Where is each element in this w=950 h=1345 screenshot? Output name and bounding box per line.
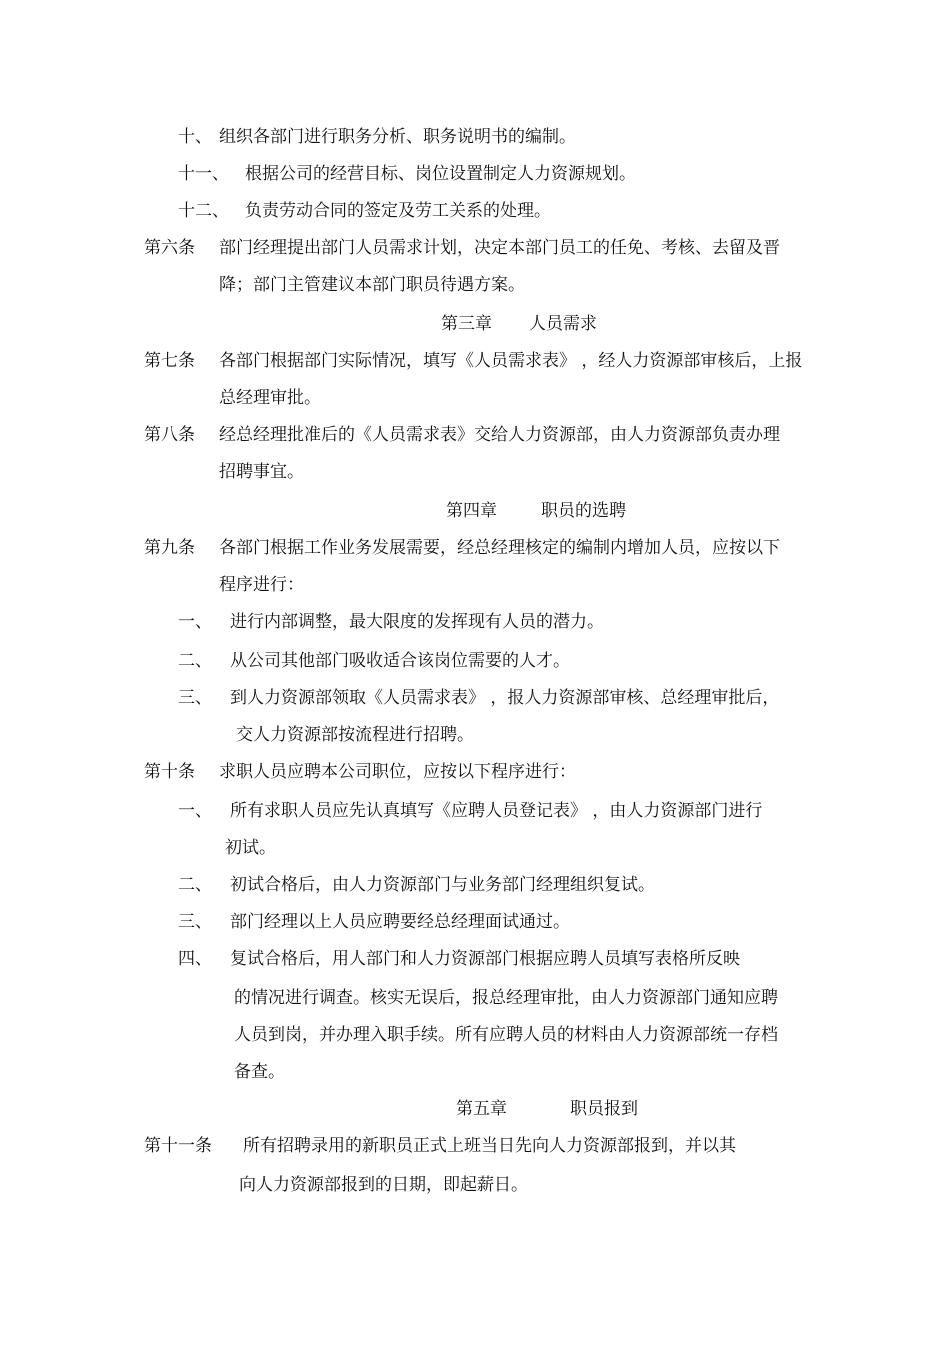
article-number: 第九条: [144, 538, 195, 558]
article-text-continued: 招聘事宜。: [219, 462, 304, 482]
chapter-title: 职员的选聘: [541, 501, 626, 521]
article-text-continued: 向人力资源部报到的日期，即起薪日。: [239, 1175, 528, 1195]
article-text: 各部门根据工作业务发展需要，经总经理核定的编制内增加人员，应按以下: [219, 538, 780, 558]
item-text: 所有求职人员应先认真填写《应聘人员登记表》 ，由人力资源部门进行: [230, 801, 763, 821]
item-text: 到人力资源部领取《人员需求表》 ，报人力资源部审核、总经理审批后，: [230, 688, 780, 708]
item-number: 三、: [178, 688, 212, 708]
chapter-number: 第四章: [446, 501, 497, 521]
item-number: 三、: [178, 912, 212, 932]
article-number: 第七条: [144, 351, 195, 371]
article-text-continued: 程序进行：: [219, 575, 304, 595]
item-number: 十二、: [178, 201, 229, 221]
item-text-continued: 备查。: [234, 1062, 285, 1082]
chapter-number: 第三章: [441, 314, 492, 334]
item-number: 十一、: [178, 164, 229, 184]
item-text: 组织各部门进行职务分析、职务说明书的编制。: [219, 127, 576, 147]
item-number: 二、: [178, 875, 212, 895]
article-number: 第十条: [144, 762, 195, 782]
item-number: 一、: [178, 612, 212, 632]
item-text-continued: 初试。: [225, 838, 276, 858]
item-number: 一、: [178, 801, 212, 821]
article-text: 求职人员应聘本公司职位，应按以下程序进行：: [219, 762, 576, 782]
article-number: 第十一条: [144, 1136, 212, 1156]
article-number: 第六条: [144, 238, 195, 258]
article-text: 所有招聘录用的新职员正式上班当日先向人力资源部报到，并以其: [243, 1136, 736, 1156]
item-text: 部门经理以上人员应聘要经总经理面试通过。: [230, 912, 570, 932]
item-text: 负责劳动合同的签定及劳工关系的处理。: [245, 201, 551, 221]
chapter-title: 人员需求: [529, 314, 597, 334]
item-text: 初试合格后，由人力资源部门与业务部门经理组织复试。: [230, 875, 655, 895]
item-number: 十、: [178, 127, 212, 147]
item-text-continued: 人员到岗，并办理入职手续。所有应聘人员的材料由人力资源部统一存档: [234, 1025, 778, 1045]
chapter-title: 职员报到: [570, 1099, 638, 1119]
item-text-continued: 交人力资源部按流程进行招聘。: [236, 725, 474, 745]
article-number: 第八条: [144, 425, 195, 445]
item-number: 四、: [178, 949, 212, 969]
article-text-continued: 总经理审批。: [219, 388, 321, 408]
article-text-continued: 降；部门主管建议本部门职员待遇方案。: [219, 275, 525, 295]
item-text: 从公司其他部门吸收适合该岗位需要的人才。: [230, 651, 570, 671]
item-text: 复试合格后，用人部门和人力资源部门根据应聘人员填写表格所反映: [230, 949, 740, 969]
item-text-continued: 的情况进行调查。核实无误后，报总经理审批，由人力资源部门通知应聘: [234, 988, 778, 1008]
item-text: 根据公司的经营目标、岗位设置制定人力资源规划。: [245, 164, 636, 184]
item-text: 进行内部调整，最大限度的发挥现有人员的潜力。: [230, 612, 604, 632]
item-number: 二、: [178, 651, 212, 671]
chapter-number: 第五章: [456, 1099, 507, 1119]
article-text: 各部门根据部门实际情况，填写《人员需求表》 ，经人力资源部审核后，上报: [219, 351, 803, 371]
article-text: 经总经理批准后的《人员需求表》交给人力资源部，由人力资源部负责办理: [219, 425, 780, 445]
article-text: 部门经理提出部门人员需求计划，决定本部门员工的任免、考核、去留及晋: [219, 238, 780, 258]
